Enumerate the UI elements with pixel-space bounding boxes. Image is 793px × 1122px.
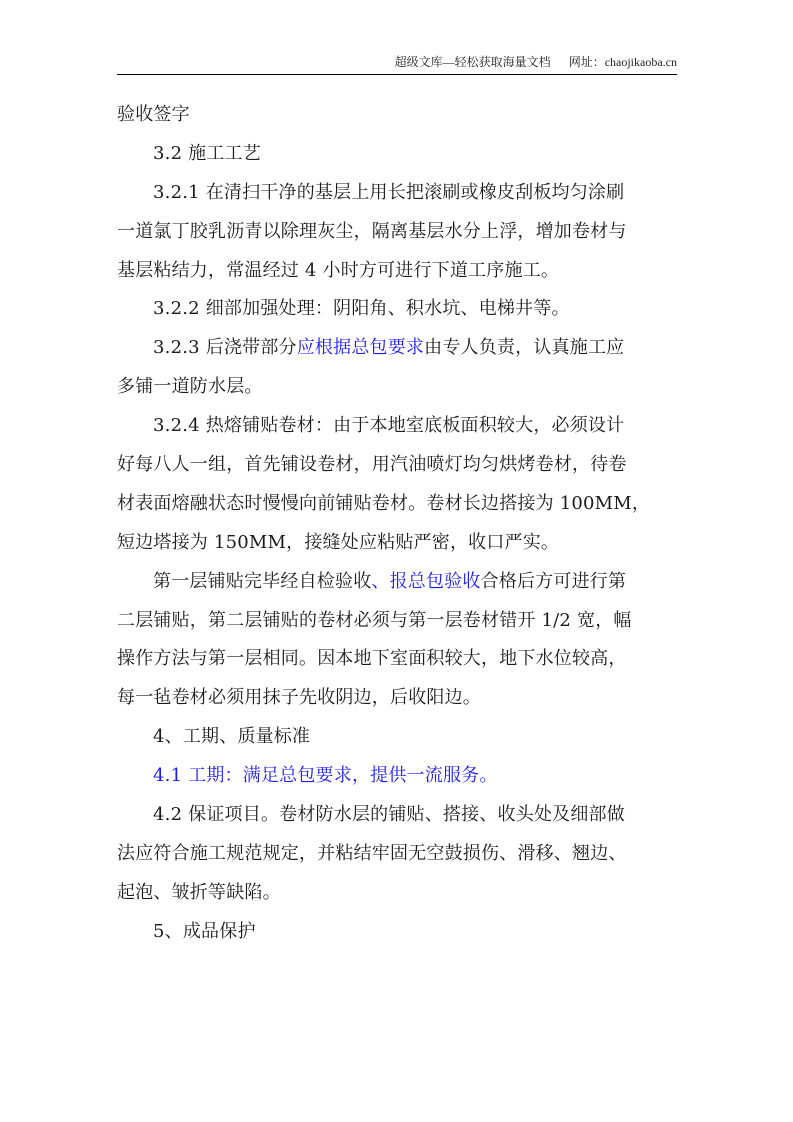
text-line: 多铺一道防水层。	[117, 376, 263, 398]
paragraph-4-1-highlighted: 4.1 工期：满足总包要求，提供一流服务。	[153, 765, 498, 787]
section-heading-5: 5、成品保护	[153, 920, 256, 942]
text-line: 起泡、皱折等缺陷。	[117, 881, 281, 903]
text-line: 材表面熔融状态时慢慢向前铺贴卷材。卷材长边搭接为 100MM，	[117, 492, 651, 514]
text-line: 一道氯丁胶乳沥青以除理灰尘，隔离基层水分上浮，增加卷材与	[117, 220, 627, 242]
text-line: 好每八人一组，首先铺设卷材，用汽油喷灯均匀烘烤卷材，待卷	[117, 454, 627, 476]
document-body	[117, 96, 679, 952]
text-line: 每一毡卷材必须用抹子先收阴边，后收阳边。	[117, 687, 481, 709]
highlighted-text: 、报总包验收	[371, 570, 481, 592]
text-line: 基层粘结力，常温经过 4 小时方可进行下道工序施工。	[117, 259, 560, 281]
paragraph-3-2-4: 3.2.4 热熔铺贴卷材：由于本地室底板面积较大，必须设计	[153, 415, 625, 437]
site-url: 网址：chaojikaoba.cn	[568, 55, 677, 69]
section-heading-3-2: 3.2 施工工艺	[153, 142, 261, 164]
text-line: 验收签字	[117, 104, 190, 125]
paragraph-4-2: 4.2 保证项目。卷材防水层的铺贴、搭接、收头处及细部做	[153, 804, 625, 826]
text-line: 法应符合施工规范规定，并粘结牢固无空鼓损伤、滑移、翘边、	[117, 842, 627, 864]
text-line: 二层铺贴，第二层铺贴的卷材必须与第一层卷材错开 1/2 宽，幅	[117, 609, 632, 631]
text-segment: 3.2.3 后浇带部分	[153, 337, 297, 359]
text-segment: 第一层铺贴完毕经自检验收	[153, 570, 372, 592]
paragraph-3-2-3	[117, 329, 679, 368]
page-header	[117, 54, 677, 75]
text-segment: 合格后方可进行第	[480, 570, 627, 592]
site-name: 超级文库—轻松获取海量文档	[394, 55, 551, 69]
highlighted-text: 应根据总包要求	[296, 337, 425, 359]
text-line: 操作方法与第一层相同。因本地下室面积较大，地下水位较高，	[117, 648, 627, 670]
paragraph-first-layer	[117, 563, 679, 602]
paragraph-3-2-2: 3.2.2 细部加强处理：阴阳角、积水坑、电梯井等。	[153, 298, 570, 320]
section-heading-4: 4、工期、质量标准	[153, 726, 311, 748]
text-segment: 由专人负责，认真施工应	[424, 337, 625, 359]
text-line: 短边塔接为 150MM，接缝处应粘贴严密，收口严实。	[117, 531, 560, 553]
paragraph-3-2-1: 3.2.1 在清扫干净的基层上用长把滚刷或橡皮刮板均匀涂刷	[153, 181, 625, 203]
